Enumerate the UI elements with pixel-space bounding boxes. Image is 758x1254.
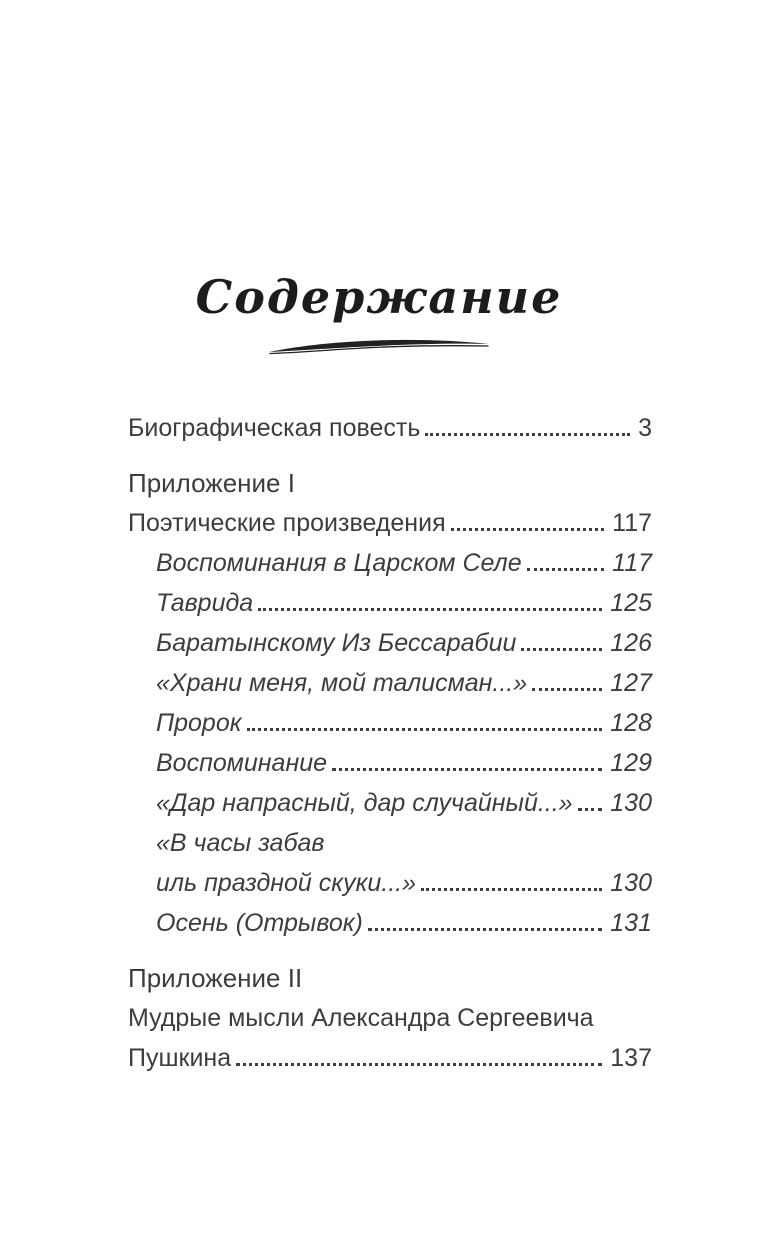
toc-entry[interactable] (128, 583, 652, 623)
dot-leader (578, 808, 603, 811)
toc-entry-label: Мудрые мысли Александра Сергеевича (128, 1004, 594, 1032)
toc-entry-label: «Дар напрасный, дар случайный...» (156, 789, 573, 817)
toc-entry-page: 128 (610, 709, 652, 737)
dot-leader (451, 528, 605, 531)
toc-entry-page: 130 (610, 789, 652, 817)
toc-entry[interactable] (128, 823, 652, 863)
dot-leader (368, 928, 602, 931)
toc-entry-label: Пушкина (128, 1044, 232, 1072)
toc-entry-label: Приложение II (128, 963, 303, 993)
toc-entry[interactable] (128, 408, 652, 448)
toc-entry[interactable] (128, 903, 652, 943)
dot-leader (421, 888, 602, 891)
dot-leader (527, 568, 605, 571)
toc-entry-label: «Храни меня, мой талисман...» (156, 669, 528, 697)
toc-entry[interactable] (128, 743, 652, 783)
toc-entry-label: иль праздной скуки...» (156, 869, 417, 897)
toc-entry-label: Приложение I (128, 468, 295, 498)
page-title: Содержание (195, 270, 563, 324)
toc-entry-page: 125 (610, 589, 652, 617)
toc-entry-page: 117 (612, 509, 652, 537)
toc-entry-label: Воспоминания в Царском Селе (156, 549, 522, 577)
dot-leader (532, 688, 602, 691)
toc-entry-label: Воспоминание (156, 749, 328, 777)
toc-entry[interactable] (128, 663, 652, 703)
toc-entry-page: 127 (610, 669, 652, 697)
toc-entry-label: «В часы забав (156, 829, 325, 857)
toc-entry[interactable] (128, 783, 652, 823)
toc-entry[interactable] (128, 958, 652, 998)
toc-entry[interactable] (128, 463, 652, 503)
dot-leader (332, 768, 602, 771)
dot-leader (247, 728, 603, 731)
title-underline-swoosh-icon (266, 336, 492, 358)
toc-entry-page: 131 (610, 909, 652, 937)
toc-entry-page: 137 (610, 1044, 652, 1072)
toc-entry[interactable] (128, 623, 652, 663)
toc-entry-label: Биографическая повесть (128, 414, 421, 442)
toc-entry[interactable] (128, 863, 652, 903)
toc-entry-label: Поэтические произведения (128, 509, 446, 537)
toc-list (128, 408, 652, 1078)
toc-entry-page: 129 (610, 749, 652, 777)
toc-entry-label: Осень (Отрывок) (156, 909, 363, 937)
dot-leader (236, 1063, 602, 1066)
toc-entry-page: 117 (612, 549, 652, 577)
toc-header (0, 0, 758, 358)
toc-entry-page: 130 (610, 869, 652, 897)
toc-entry[interactable] (128, 543, 652, 583)
toc-entry-label: Таврида (156, 589, 254, 617)
dot-leader (425, 433, 630, 436)
toc-entry-label: Пророк (156, 709, 242, 737)
toc-entry[interactable] (128, 703, 652, 743)
toc-entry-label: Баратынскому Из Бессарабии (156, 629, 517, 657)
toc-entry-page: 3 (638, 414, 652, 442)
toc-entry[interactable] (128, 503, 652, 543)
dot-leader (258, 608, 602, 611)
toc-entry[interactable] (128, 998, 652, 1038)
toc-entry-page: 126 (610, 629, 652, 657)
dot-leader (521, 648, 602, 651)
toc-entry[interactable] (128, 1038, 652, 1078)
